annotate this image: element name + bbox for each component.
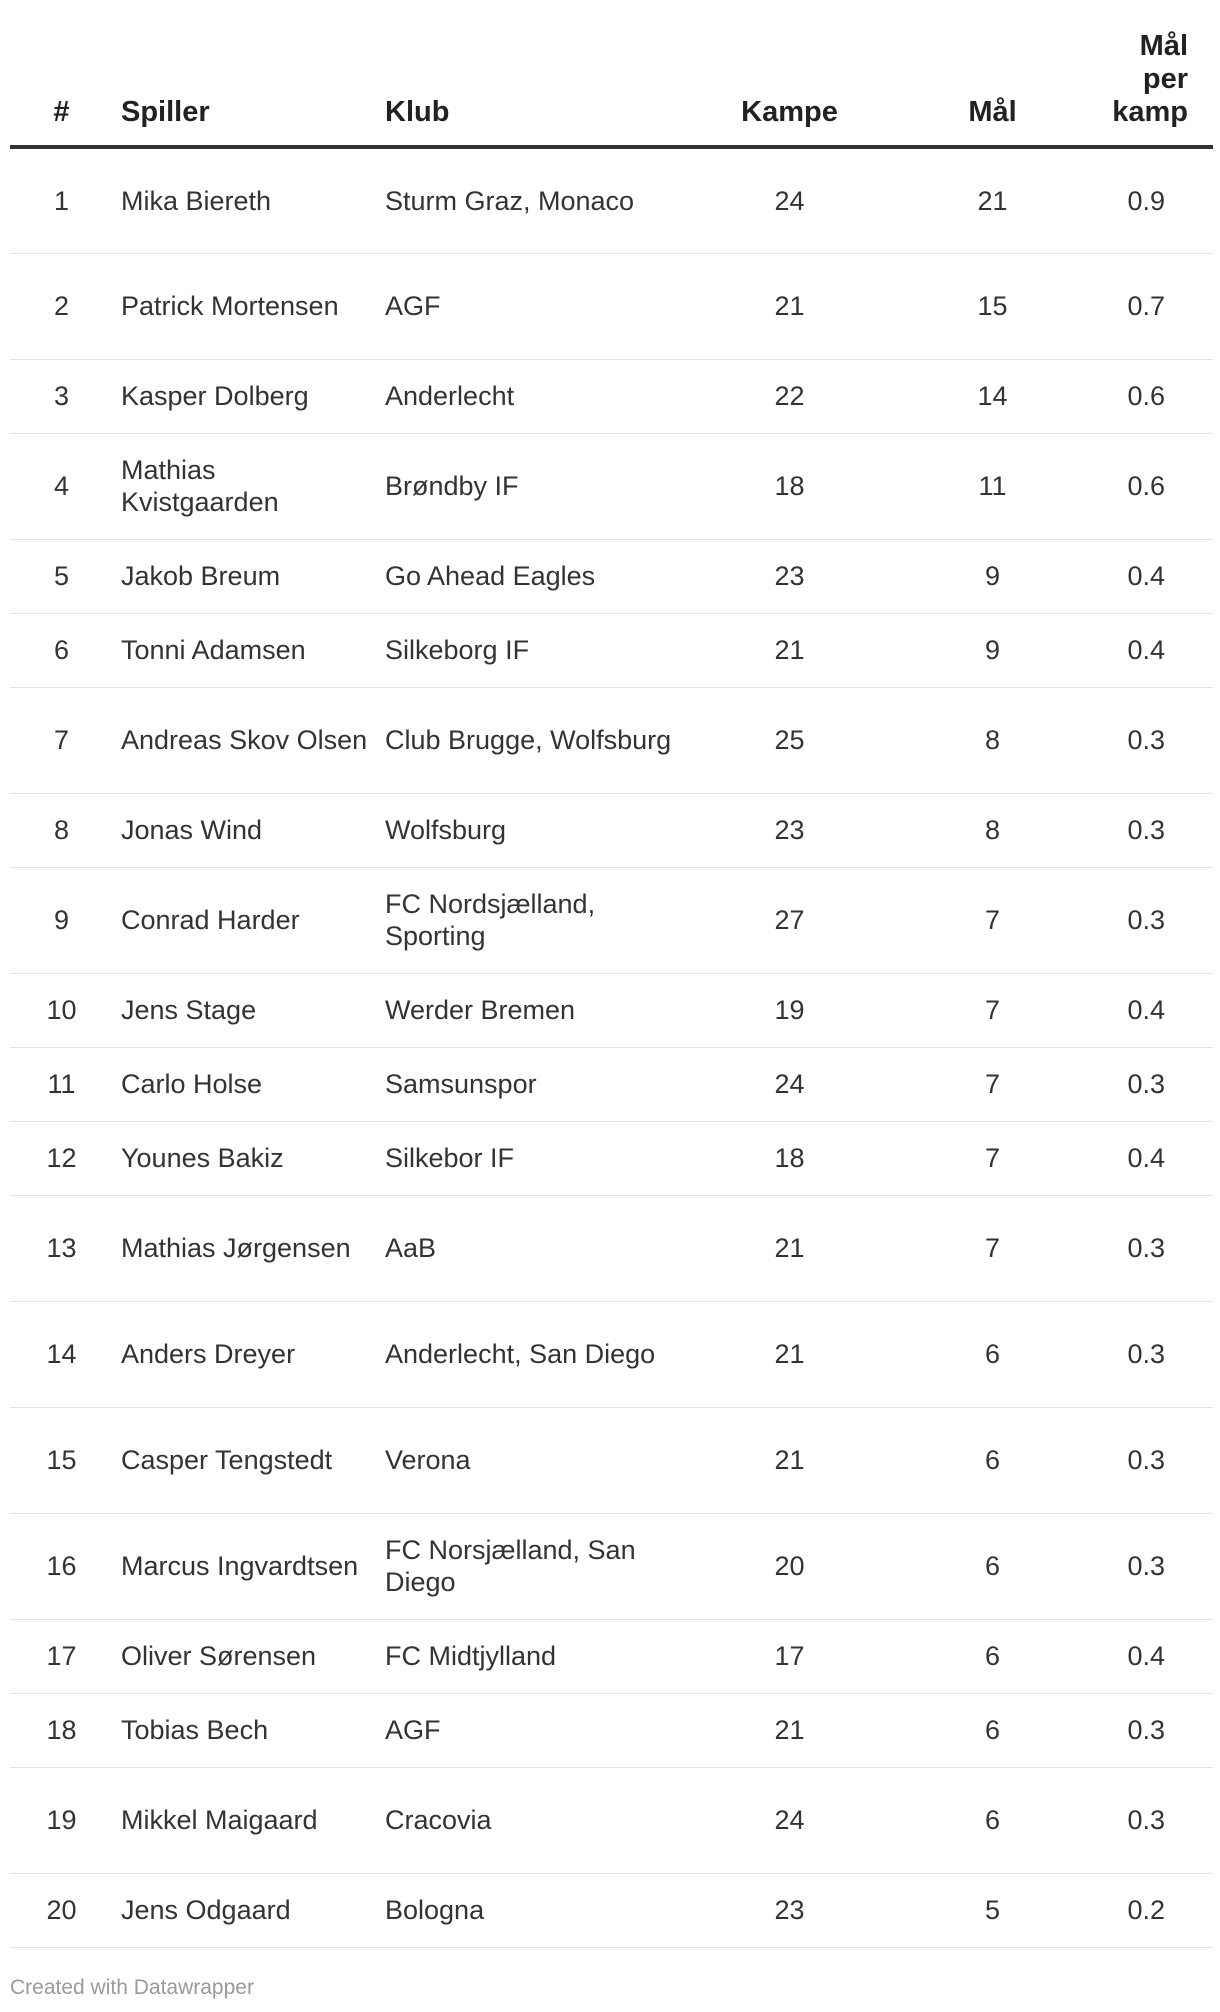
header-player[interactable]: Spiller [113, 30, 377, 147]
header-goals-per-game-line2: kamp [1112, 96, 1188, 128]
player-cell: Oliver Sørensen [113, 1619, 377, 1693]
rank-cell: 16 [10, 1513, 113, 1619]
goals-cell: 5 [888, 1873, 1097, 1947]
rank-cell: 14 [10, 1301, 113, 1407]
games-cell: 21 [691, 1407, 888, 1513]
scorers-table [10, 30, 1213, 1948]
club-cell: Verona [377, 1407, 691, 1513]
games-cell: 25 [691, 687, 888, 793]
header-club[interactable]: Klub [377, 30, 691, 147]
goals-per-game-cell: 0.3 [1097, 1195, 1213, 1301]
goals-per-game-cell: 0.6 [1097, 359, 1213, 433]
goals-per-game-cell: 0.4 [1097, 1121, 1213, 1195]
goals-per-game-cell: 0.9 [1097, 147, 1213, 253]
club-cell: Werder Bremen [377, 973, 691, 1047]
rank-cell: 3 [10, 359, 113, 433]
player-cell: Jonas Wind [113, 793, 377, 867]
club-cell: Samsunspor [377, 1047, 691, 1121]
table-row [10, 1121, 1213, 1195]
club-cell: Anderlecht [377, 359, 691, 433]
goals-cell: 7 [888, 1121, 1097, 1195]
rank-cell: 7 [10, 687, 113, 793]
goals-per-game-cell: 0.6 [1097, 433, 1213, 539]
table-row [10, 253, 1213, 359]
rank-cell: 20 [10, 1873, 113, 1947]
goals-cell: 11 [888, 433, 1097, 539]
goals-per-game-cell: 0.3 [1097, 793, 1213, 867]
player-cell: Mathias Kvistgaarden [113, 433, 377, 539]
games-cell: 21 [691, 1693, 888, 1767]
club-cell: FC Norsjælland, San Diego [377, 1513, 691, 1619]
header-row [10, 30, 1213, 147]
player-cell: Casper Tengstedt [113, 1407, 377, 1513]
goals-per-game-cell: 0.4 [1097, 973, 1213, 1047]
table-row [10, 1873, 1213, 1947]
goals-per-game-cell: 0.3 [1097, 1407, 1213, 1513]
header-goals-per-game[interactable] [1097, 30, 1213, 147]
club-cell: Club Brugge, Wolfsburg [377, 687, 691, 793]
goals-cell: 6 [888, 1513, 1097, 1619]
goals-cell: 15 [888, 253, 1097, 359]
club-cell: FC Nordsjælland, Sporting [377, 867, 691, 973]
player-cell: Conrad Harder [113, 867, 377, 973]
player-cell: Marcus Ingvardtsen [113, 1513, 377, 1619]
rank-cell: 4 [10, 433, 113, 539]
club-cell: Wolfsburg [377, 793, 691, 867]
player-cell: Jens Odgaard [113, 1873, 377, 1947]
games-cell: 21 [691, 1195, 888, 1301]
goals-per-game-cell: 0.3 [1097, 687, 1213, 793]
rank-cell: 17 [10, 1619, 113, 1693]
player-cell: Patrick Mortensen [113, 253, 377, 359]
player-cell: Anders Dreyer [113, 1301, 377, 1407]
player-cell: Kasper Dolberg [113, 359, 377, 433]
goals-cell: 6 [888, 1301, 1097, 1407]
goals-per-game-cell: 0.7 [1097, 253, 1213, 359]
games-cell: 18 [691, 433, 888, 539]
goals-cell: 6 [888, 1767, 1097, 1873]
table-row [10, 613, 1213, 687]
player-cell: Mikkel Maigaard [113, 1767, 377, 1873]
table-row [10, 147, 1213, 253]
club-cell: AGF [377, 253, 691, 359]
goals-cell: 7 [888, 1195, 1097, 1301]
club-cell: AGF [377, 1693, 691, 1767]
games-cell: 19 [691, 973, 888, 1047]
goals-cell: 9 [888, 539, 1097, 613]
datawrapper-credit: Created with Datawrapper [10, 1976, 254, 1999]
table-row [10, 793, 1213, 867]
goals-cell: 8 [888, 793, 1097, 867]
goals-per-game-cell: 0.4 [1097, 1619, 1213, 1693]
goals-cell: 21 [888, 147, 1097, 253]
table-header [10, 30, 1213, 147]
table-row [10, 1619, 1213, 1693]
games-cell: 21 [691, 1301, 888, 1407]
goals-per-game-cell: 0.3 [1097, 1301, 1213, 1407]
games-cell: 23 [691, 793, 888, 867]
rank-cell: 15 [10, 1407, 113, 1513]
goals-cell: 7 [888, 973, 1097, 1047]
rank-cell: 8 [10, 793, 113, 867]
club-cell: Silkeborg IF [377, 613, 691, 687]
goals-cell: 6 [888, 1407, 1097, 1513]
player-cell: Carlo Holse [113, 1047, 377, 1121]
table-row [10, 433, 1213, 539]
rank-cell: 9 [10, 867, 113, 973]
games-cell: 20 [691, 1513, 888, 1619]
goals-cell: 7 [888, 1047, 1097, 1121]
table-row [10, 1513, 1213, 1619]
goals-per-game-cell: 0.3 [1097, 867, 1213, 973]
games-cell: 24 [691, 1767, 888, 1873]
club-cell: Anderlecht, San Diego [377, 1301, 691, 1407]
club-cell: Silkebor IF [377, 1121, 691, 1195]
club-cell: Go Ahead Eagles [377, 539, 691, 613]
games-cell: 17 [691, 1619, 888, 1693]
goals-per-game-cell: 0.4 [1097, 539, 1213, 613]
goals-cell: 6 [888, 1693, 1097, 1767]
goals-cell: 9 [888, 613, 1097, 687]
player-cell: Jens Stage [113, 973, 377, 1047]
rank-cell: 12 [10, 1121, 113, 1195]
header-games[interactable]: Kampe [691, 30, 888, 147]
player-cell: Tobias Bech [113, 1693, 377, 1767]
goals-per-game-cell: 0.3 [1097, 1047, 1213, 1121]
player-cell: Mika Biereth [113, 147, 377, 253]
games-cell: 22 [691, 359, 888, 433]
player-cell: Jakob Breum [113, 539, 377, 613]
goals-per-game-cell: 0.3 [1097, 1767, 1213, 1873]
table-row [10, 687, 1213, 793]
rank-cell: 10 [10, 973, 113, 1047]
rank-cell: 18 [10, 1693, 113, 1767]
club-cell: Brøndby IF [377, 433, 691, 539]
club-cell: AaB [377, 1195, 691, 1301]
player-cell: Younes Bakiz [113, 1121, 377, 1195]
table-row [10, 1195, 1213, 1301]
goals-per-game-cell: 0.3 [1097, 1693, 1213, 1767]
rank-cell: 1 [10, 147, 113, 253]
table-row [10, 1047, 1213, 1121]
table-row [10, 1693, 1213, 1767]
table-row [10, 539, 1213, 613]
table-row [10, 1767, 1213, 1873]
header-rank[interactable]: # [10, 30, 113, 147]
rank-cell: 6 [10, 613, 113, 687]
club-cell: Bologna [377, 1873, 691, 1947]
goals-per-game-cell: 0.3 [1097, 1513, 1213, 1619]
rank-cell: 19 [10, 1767, 113, 1873]
games-cell: 23 [691, 539, 888, 613]
games-cell: 24 [691, 147, 888, 253]
games-cell: 18 [691, 1121, 888, 1195]
games-cell: 21 [691, 253, 888, 359]
table-body [10, 147, 1213, 1947]
player-cell: Tonni Adamsen [113, 613, 377, 687]
club-cell: FC Midtjylland [377, 1619, 691, 1693]
player-cell: Mathias Jørgensen [113, 1195, 377, 1301]
goals-cell: 8 [888, 687, 1097, 793]
goals-cell: 14 [888, 359, 1097, 433]
rank-cell: 2 [10, 253, 113, 359]
games-cell: 27 [691, 867, 888, 973]
club-cell: Sturm Graz, Monaco [377, 147, 691, 253]
player-cell: Andreas Skov Olsen [113, 687, 377, 793]
header-goals-per-game-line1: Mål per [1139, 30, 1188, 95]
table-row [10, 359, 1213, 433]
goals-cell: 6 [888, 1619, 1097, 1693]
goals-per-game-cell: 0.2 [1097, 1873, 1213, 1947]
rank-cell: 11 [10, 1047, 113, 1121]
header-goals[interactable]: Mål [888, 30, 1097, 147]
table-row [10, 1301, 1213, 1407]
rank-cell: 5 [10, 539, 113, 613]
games-cell: 23 [691, 1873, 888, 1947]
club-cell: Cracovia [377, 1767, 691, 1873]
games-cell: 21 [691, 613, 888, 687]
rank-cell: 13 [10, 1195, 113, 1301]
table-row [10, 867, 1213, 973]
table-row [10, 1407, 1213, 1513]
games-cell: 24 [691, 1047, 888, 1121]
goals-cell: 7 [888, 867, 1097, 973]
table-row [10, 973, 1213, 1047]
goals-per-game-cell: 0.4 [1097, 613, 1213, 687]
